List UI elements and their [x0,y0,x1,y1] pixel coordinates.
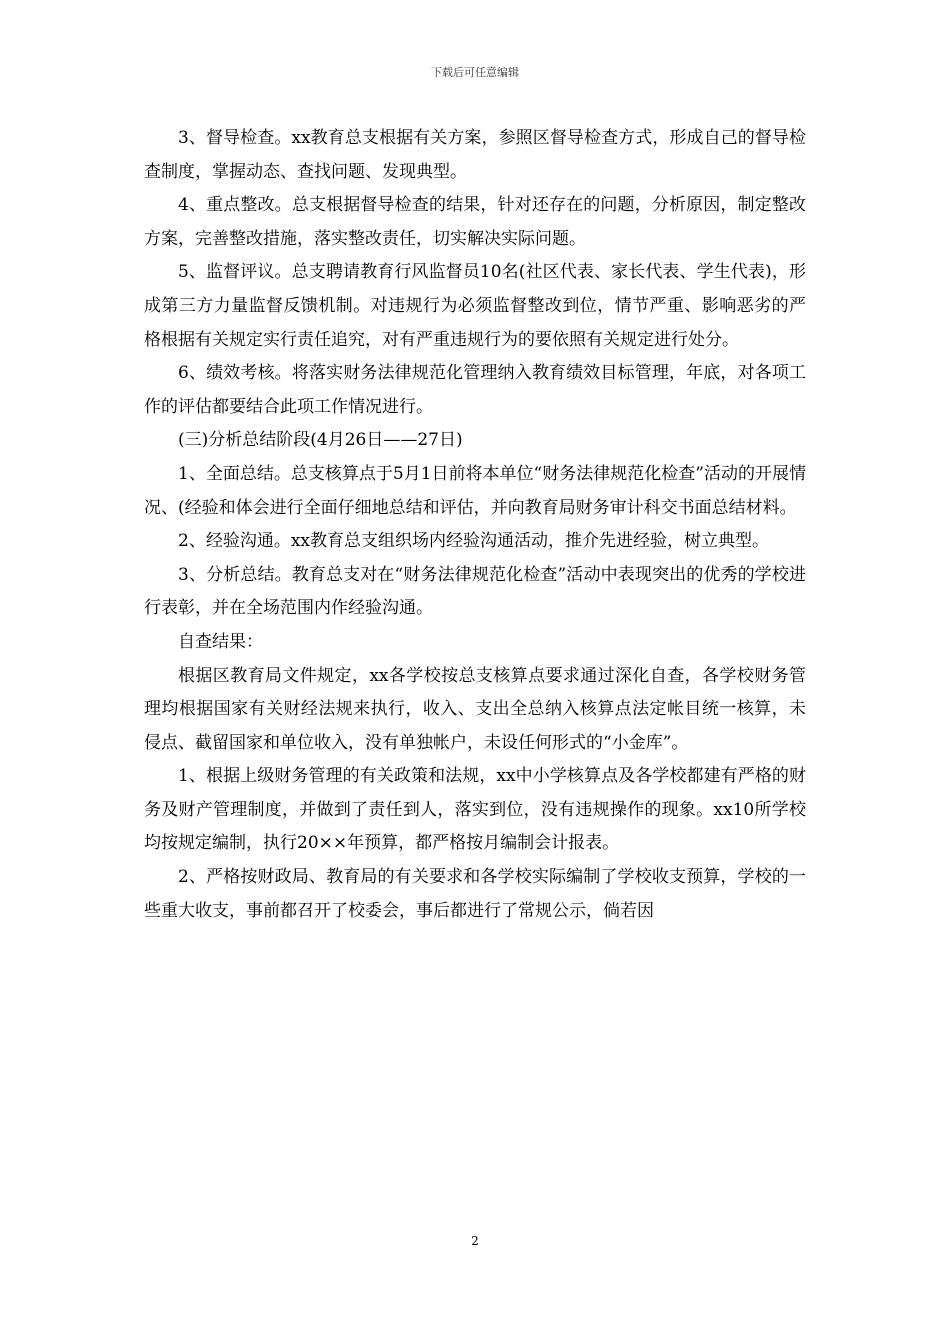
paragraph: 1、根据上级财务管理的有关政策和法规，xx中小学核算点及各学校都建有严格的财务及财产管理制度，并做到了责任到人，落实到位，没有违规操作的现象。xx10所学校均按规定编制，执行20××年预算，都严格按月编制会计报表。 [144,766,806,854]
paragraph: 3、督导检查。xx教育总支根据有关方案，参照区督导检查方式，形成自己的督导检查制度，掌握动态、查找问题、发现典型。 [144,128,806,182]
document-body [144,122,806,928]
page-header: 下载后可任意编辑 [431,66,519,79]
paragraph: 2、严格按财政局、教育局的有关要求和各学校实际编制了学校收支预算，学校的一些重大收支，事前都召开了校委会，事后都进行了常规公示，倘若因 [144,867,806,921]
paragraph: 6、绩效考核。将落实财务法律规范化管理纳入教育绩效目标管理，年底，对各项工作的评估都要结合此项工作情况进行。 [144,363,806,417]
paragraph: 1、全面总结。总支核算点于5月1日前将本单位“财务法律规范化检查”活动的开展情况、(经验和体会进行全面仔细地总结和评估，并向教育局财务审计科交书面总结材料。 [144,463,806,518]
paragraph: 3、分析总结。教育总支对在“财务法律规范化检查”活动中表现突出的优秀的学校进行表彰，并在全场范围内作经验沟通。 [144,564,806,619]
page-number: 2 [471,1234,479,1248]
paragraph: 4、重点整改。总支根据督导检查的结果，针对还存在的问题，分析原因，制定整改方案，完善整改措施，落实整改责任，切实解决实际问题。 [144,195,806,249]
paragraph: 2、经验沟通。xx教育总支组织场内经验沟通活动，推介先进经验，树立典型。 [178,531,769,552]
section-heading: (三)分析总结阶段(4月26日——27日) [178,430,463,451]
paragraph: 5、监督评议。总支聘请教育行风监督员10名(社区代表、家长代表、学生代表)，形成第三方力量监督反馈机制。对违规行为必须监督整改到位，情节严重、影响恶劣的严格根据有关规定实行责任追究，对有严重违规行为的要依照有关规定进行处分。 [144,262,806,350]
paragraph: 根据区教育局文件规定，xx各学校按总支核算点要求通过深化自查，各学校财务管理均根据国家有关财经法规来执行，收入、支出全总纳入核算点法定帐目统一核算，未侵点、截留国家和单位收入，没有单独帐户，未设任何形式的“小金库”。 [144,665,806,753]
section-heading: 自查结果： [178,631,263,652]
